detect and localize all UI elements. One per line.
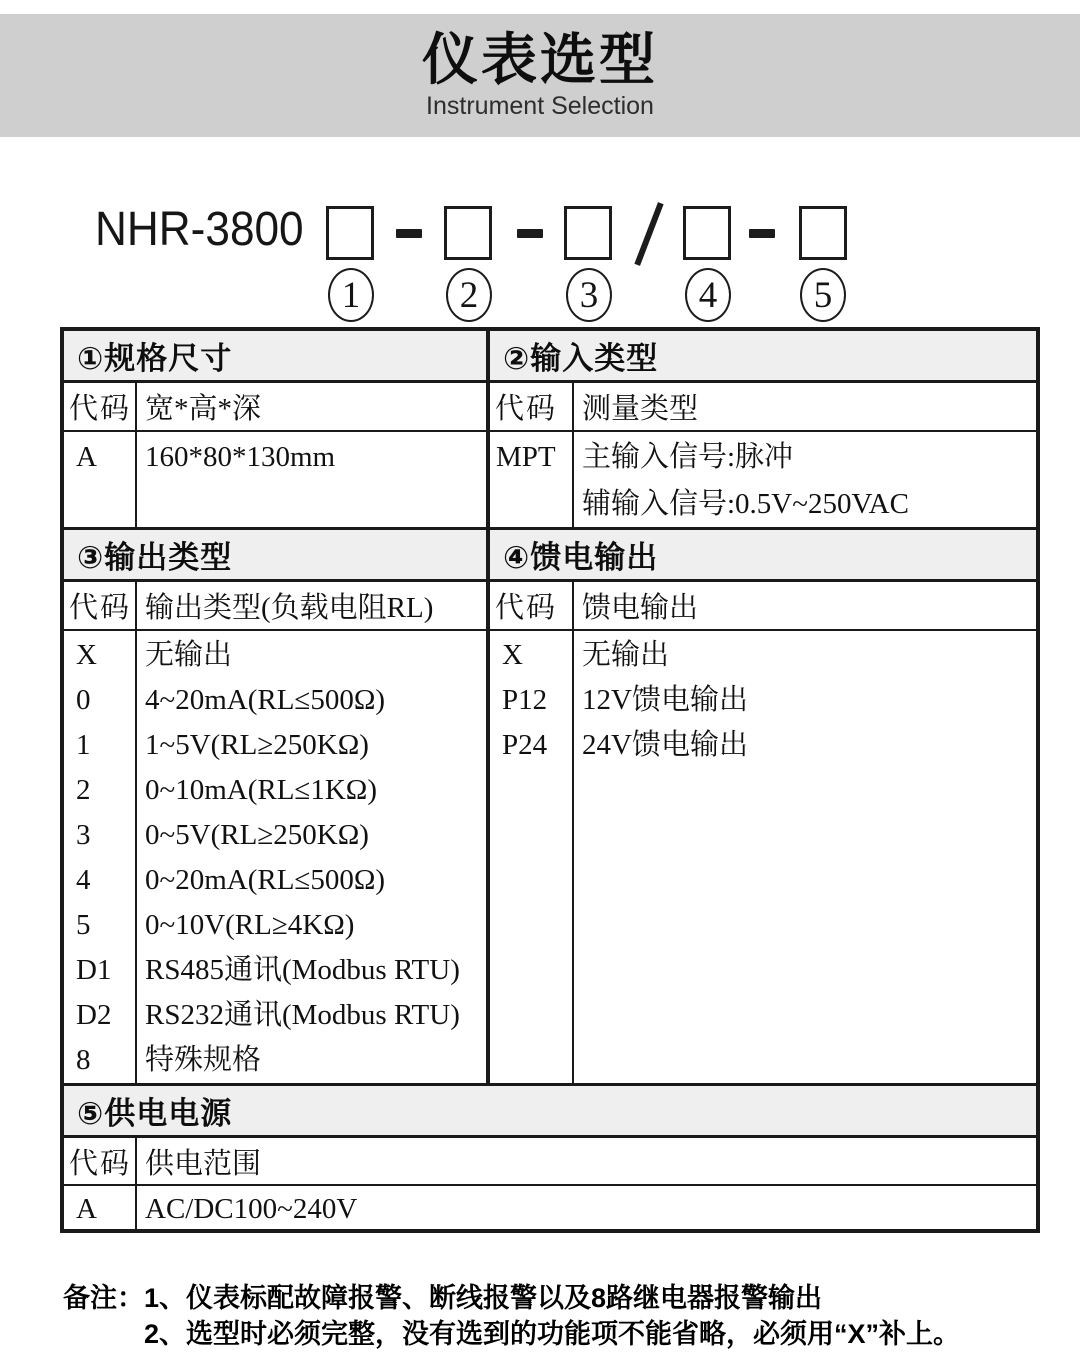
desc-cell: 辅输入信号:0.5V~250VAC bbox=[582, 488, 909, 520]
section-body bbox=[490, 631, 1036, 1083]
column-header-code: 代码 bbox=[64, 1138, 137, 1184]
desc-column bbox=[574, 432, 1036, 527]
section-title: ④馈电输出 bbox=[490, 530, 1036, 582]
column-header-row bbox=[64, 582, 486, 631]
column-header-code: 代码 bbox=[490, 383, 574, 430]
page-title: 仪表选型 bbox=[422, 28, 658, 91]
code-cell: 5 bbox=[76, 909, 91, 941]
desc-cell: 12V馈电输出 bbox=[582, 684, 748, 716]
code-box-1 bbox=[326, 206, 374, 260]
note-item: 1、仪表标配故障报警、断线报警以及8路继电器报警输出 bbox=[144, 1283, 823, 1313]
code-cell: D2 bbox=[76, 999, 112, 1031]
section-title: ③输出类型 bbox=[64, 530, 486, 582]
desc-cell: RS485通讯(Modbus RTU) bbox=[145, 954, 460, 986]
column-header-row bbox=[64, 383, 486, 432]
section-title: ②输入类型 bbox=[490, 331, 1036, 383]
notes-label: 备注： bbox=[63, 1283, 144, 1313]
column-header-code: 代码 bbox=[64, 383, 137, 430]
desc-cell: 无输出 bbox=[145, 639, 233, 671]
marker-digit: 1 bbox=[341, 274, 361, 316]
code-cell: P12 bbox=[502, 684, 548, 716]
position-marker-3 bbox=[566, 268, 612, 322]
section-body bbox=[64, 631, 486, 1083]
desc-cell: 0~10mA(RL≤1KΩ) bbox=[145, 774, 377, 806]
position-marker-4 bbox=[685, 268, 731, 322]
table-row bbox=[64, 331, 1036, 527]
column-header-desc: 测量类型 bbox=[582, 393, 699, 425]
code-cell: X bbox=[502, 639, 523, 671]
column-header-code: 代码 bbox=[64, 582, 137, 629]
section-feed-output bbox=[490, 530, 1036, 1083]
desc-column bbox=[137, 432, 486, 527]
desc-column bbox=[137, 1186, 1036, 1229]
dash-separator bbox=[749, 229, 775, 238]
model-code-row bbox=[0, 196, 1080, 326]
desc-cell: AC/DC100~240V bbox=[145, 1193, 358, 1225]
code-cell: X bbox=[76, 639, 97, 671]
section-title: ①规格尺寸 bbox=[64, 331, 486, 383]
notes-items bbox=[144, 1280, 960, 1352]
column-header-desc: 输出类型(负载电阻RL) bbox=[145, 592, 434, 624]
code-column bbox=[490, 631, 574, 1083]
desc-column bbox=[137, 631, 486, 1083]
table-row bbox=[64, 527, 1036, 1083]
code-column bbox=[64, 631, 137, 1083]
model-number: NHR-3800 bbox=[95, 203, 304, 256]
section-power-supply bbox=[64, 1083, 1036, 1229]
section-spec-size bbox=[64, 331, 490, 527]
desc-cell: 160*80*130mm bbox=[145, 441, 336, 473]
code-column bbox=[490, 432, 574, 527]
code-cell: 3 bbox=[76, 819, 91, 851]
code-box-4 bbox=[683, 206, 731, 260]
position-marker-1 bbox=[328, 268, 374, 322]
position-marker-5 bbox=[800, 268, 846, 322]
section-input-type bbox=[490, 331, 1036, 527]
desc-cell: 0~5V(RL≥250KΩ) bbox=[145, 819, 369, 851]
code-cell: 4 bbox=[76, 864, 91, 896]
marker-digit: 5 bbox=[813, 274, 833, 316]
desc-cell: 0~10V(RL≥4KΩ) bbox=[145, 909, 355, 941]
column-header-row bbox=[490, 582, 1036, 631]
column-header-code: 代码 bbox=[490, 582, 574, 629]
section-body bbox=[490, 432, 1036, 527]
selection-table bbox=[60, 327, 1040, 1233]
dash-separator bbox=[396, 229, 422, 238]
code-cell: D1 bbox=[76, 954, 112, 986]
slash-separator bbox=[634, 202, 663, 266]
column-header-desc: 供电范围 bbox=[145, 1147, 262, 1180]
column-header-desc: 宽*高*深 bbox=[145, 393, 262, 425]
section-body bbox=[64, 1186, 1036, 1229]
desc-cell: 无输出 bbox=[582, 639, 670, 671]
code-cell: A bbox=[76, 1193, 97, 1225]
marker-digit: 3 bbox=[579, 274, 599, 316]
desc-cell: 主输入信号:脉冲 bbox=[582, 441, 794, 473]
column-header-row bbox=[490, 383, 1036, 432]
desc-cell: 0~20mA(RL≤500Ω) bbox=[145, 864, 386, 896]
desc-cell: RS232通讯(Modbus RTU) bbox=[145, 999, 460, 1031]
column-header-desc: 馈电输出 bbox=[582, 592, 699, 624]
code-column bbox=[64, 1186, 137, 1229]
notes bbox=[63, 1280, 960, 1352]
desc-cell: 4~20mA(RL≤500Ω) bbox=[145, 684, 386, 716]
code-cell: MPT bbox=[496, 441, 556, 473]
code-box-5 bbox=[799, 206, 847, 260]
desc-cell: 特殊规格 bbox=[145, 1044, 262, 1076]
page-subtitle: Instrument Selection bbox=[426, 92, 654, 120]
dash-separator bbox=[517, 229, 543, 238]
marker-digit: 4 bbox=[698, 274, 718, 316]
note-item: 2、选型时必须完整，没有选到的功能项不能省略，必须用“X”补上。 bbox=[144, 1319, 961, 1349]
code-cell: 2 bbox=[76, 774, 91, 806]
column-header-row bbox=[64, 1138, 1036, 1186]
header-banner bbox=[0, 14, 1080, 137]
position-marker-2 bbox=[446, 268, 492, 322]
code-box-3 bbox=[564, 206, 612, 260]
marker-digit: 2 bbox=[459, 274, 479, 316]
desc-cell: 1~5V(RL≥250KΩ) bbox=[145, 729, 369, 761]
desc-cell: 24V馈电输出 bbox=[582, 729, 748, 761]
desc-column bbox=[574, 631, 1036, 1083]
section-output-type bbox=[64, 530, 490, 1083]
code-cell: 0 bbox=[76, 684, 91, 716]
section-body bbox=[64, 432, 486, 527]
code-cell: P24 bbox=[502, 729, 548, 761]
code-column bbox=[64, 432, 137, 527]
code-cell: A bbox=[76, 441, 97, 473]
section-title: ⑤供电电源 bbox=[64, 1086, 1036, 1138]
code-cell: 1 bbox=[76, 729, 91, 761]
code-cell: 8 bbox=[76, 1044, 91, 1076]
code-box-2 bbox=[444, 206, 492, 260]
